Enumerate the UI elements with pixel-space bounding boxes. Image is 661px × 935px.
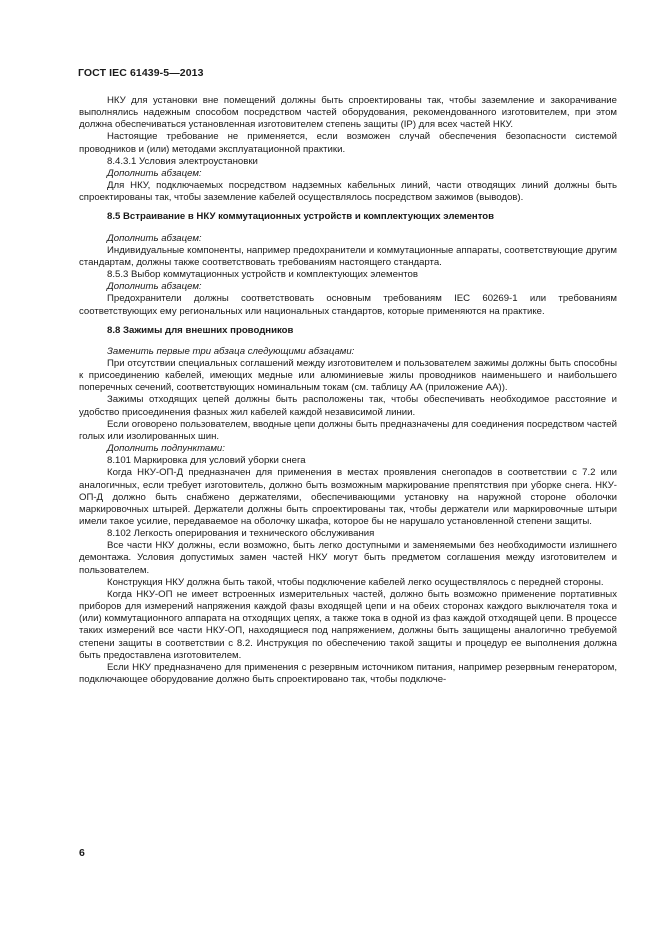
paragraph: Предохранители должны соответствовать основным требованиям IEC 60269-1 или требованиям соответствующих ему региональных или национальных стандартов, которые применяются на практике.: [79, 293, 617, 317]
amendment-instruction: Дополнить абзацем:: [107, 167, 202, 179]
paragraph: Конструкция НКУ должна быть такой, чтобы подключение кабелей легко осуществлялось с передней стороны.: [107, 576, 604, 588]
document-body: [79, 95, 617, 686]
subsection-heading: 8.102 Легкость оперирования и технического обслуживания: [107, 528, 375, 540]
paragraph: Все части НКУ должны, если возможно, быть легко доступными и заменяемыми без необходимости излишнего демонтажа. Условия допустимых замен частей НКУ могут быть предметом соглашения между изготовителем и пользователем.: [79, 540, 617, 576]
amendment-instruction: Дополнить подпунктами:: [107, 443, 225, 455]
paragraph: Когда НКУ-ОП не имеет встроенных измерительных частей, должно быть возможно применение портативных приборов для измерений напряжения каждой фазы входящей цепи и на обеих сторонах каждого выключателя тока и (или) коммутационного аппарата на отходящих цепях, а также тока в одной из фаз каждой отходящей цепи. В процессе таких измерений все части НКУ-ОП, находящиеся под напряжением, должны быть защищены аналогично требуемой степени защиты в соответствии с 8.2. Инструкция по обеспечению такой защиты и процедур ее выполнения должна быть предоставлена изготовителем.: [79, 588, 617, 661]
paragraph: Индивидуальные компоненты, например предохранители и коммутационные аппараты, соответствующие другим стандартам, должны также соответствовать требованиям настоящего стандарта.: [79, 244, 617, 268]
amendment-instruction: Дополнить абзацем:: [107, 232, 202, 244]
paragraph: Настоящие требование не применяется, если возможен случай обеспечения безопасности системой проводников и (или) методами эксплуатационной практики.: [79, 131, 617, 155]
document-header: ГОСТ IEC 61439-5—2013: [78, 67, 204, 79]
paragraph: НКУ для установки вне помещений должны быть спроектированы так, чтобы заземление и закорачивание выполнялись надежным способом посредством частей оборудования, рекомендованного изготовителем, при этом должна обеспечиваться установленная изготовителем степень защиты (IP) для всех частей НКУ.: [79, 95, 617, 131]
subsection-heading: 8.5.3 Выбор коммутационных устройств и комплектующих элементов: [107, 269, 418, 281]
paragraph: Зажимы отходящих цепей должны быть расположены так, чтобы обеспечивать необходимое расстояние и удобство присоединения фазных жил кабелей каждой независимой линии.: [79, 394, 617, 418]
page-number: 6: [79, 847, 85, 859]
section-heading: 8.5 Встраивание в НКУ коммутационных устройств и комплектующих элементов: [107, 211, 495, 223]
paragraph: Для НКУ, подключаемых посредством надземных кабельных линий, части отводящих линий должны быть спроектированы так, чтобы заземление кабелей осуществлялось посредством зажимов (выводов).: [79, 180, 617, 204]
paragraph: Если оговорено пользователем, вводные цепи должны быть предназначены для соединения посредством частей голых или изолированных шин.: [79, 418, 617, 442]
paragraph: Когда НКУ-ОП-Д предназначен для применения в местах проявления снегопадов в соответствии с 7.2 или аналогичных, если требует изготовитель, должно быть возможным маркирование препятствия при уборке снега. НКУ-ОП-Д должно быть снабжено держателями, обеспечивающими установку на наружной стороне оболочки маркировочных штырей. Держатели должны быть спроектированы так, чтобы держатели или маркировочные штыри имели такое усилие, передаваемое на оболочку шкафа, которое бы не нарушало установленной степени защиты.: [79, 467, 617, 527]
paragraph: При отсутствии специальных соглашений между изготовителем и пользователем зажимы должны быть способны к присоединению кабелей, имеющих медные или алюминиевые жилы проводников наименьшего и наибольшего поперечных сечений, соответствующих номинальным токам (см. таблицу АА (приложение АА)).: [79, 357, 617, 394]
paragraph: Если НКУ предназначено для применения с резервным источником питания, например резервным генератором, подключающее оборудование должно быть спроектировано так, чтобы подключе-: [79, 661, 617, 686]
amendment-instruction: Дополнить абзацем:: [107, 281, 202, 293]
subsection-heading: 8.101 Маркировка для условий уборки снега: [107, 455, 306, 467]
subsection-heading: 8.4.3.1 Условия электроустановки: [107, 155, 258, 167]
section-heading: 8.8 Зажимы для внешних проводников: [107, 324, 294, 336]
amendment-instruction: Заменить первые три абзаца следующими абзацами:: [107, 345, 355, 357]
